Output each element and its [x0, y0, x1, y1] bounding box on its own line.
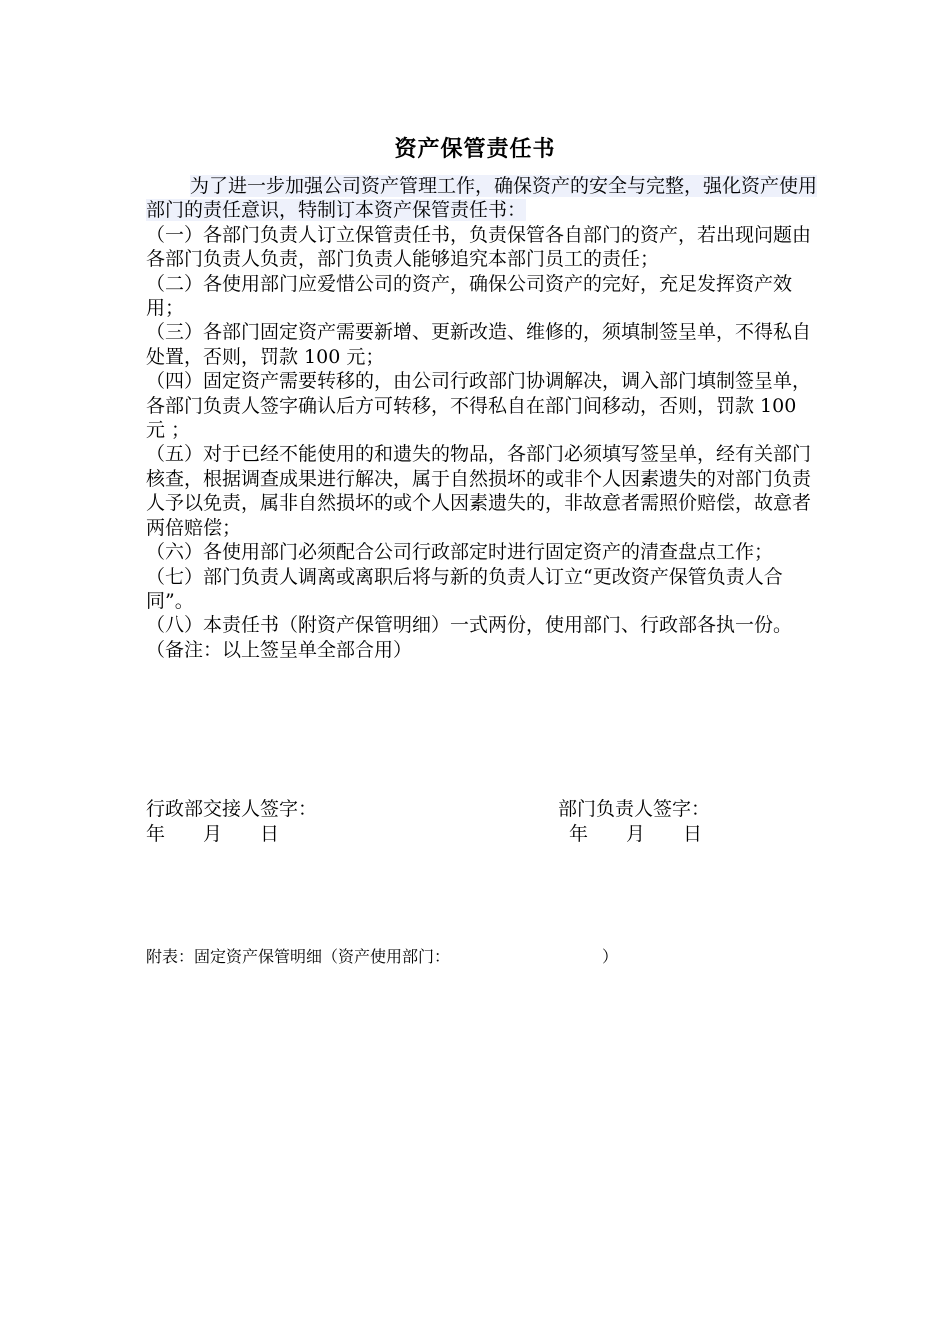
clause-1: （一）各部门负责人订立保管责任书，负责保管各自部门的资产，若出现问题由各部门负责人负责，部门负责人能够追究本部门员工的责任； — [146, 223, 812, 271]
dept-signature-label: 部门负责人签字： — [558, 798, 711, 820]
document-body — [146, 174, 818, 662]
remark-note: （备注：以上签呈单全部合用） — [146, 638, 413, 661]
document-title: 资产保管责任书 — [394, 136, 556, 162]
admin-signature-date: 年 月 日 — [146, 823, 280, 845]
dept-signature-date: 年 月 日 — [569, 823, 703, 845]
clause-3: （三）各部门固定资产需要新增、更新改造、维修的，须填制签呈单，不得私自处置，否则，罚款 100 元； — [146, 321, 812, 368]
clause-7: （七）部门负责人调离或离职后将与新的负责人订立“更改资产保管负责人合同”。 — [146, 565, 783, 612]
intro-text: 为了进一步加强公司资产管理工作，确保资产的安全与完整，强化资产使用部门的责任意识，特制订本资产保管责任书： — [146, 175, 818, 222]
clause-2: （二）各使用部门应爱惜公司的资产，确保公司资产的完好，充足发挥资产效用； — [146, 272, 793, 320]
clause-6: （六）各使用部门必须配合公司行政部定时进行固定资产的清查盘点工作； — [146, 541, 774, 564]
clause-4: （四）固定资产需要转移的，由公司行政部门协调解决，调入部门填制签呈单，各部门负责人签字确认后方可转移，不得私自在部门间移动，否则，罚款 100 元 ； — [146, 370, 812, 442]
appendix-caption: 附表：固定资产保管明细（资产使用部门： ） — [146, 947, 619, 966]
clause-5: （五）对于已经不能使用的和遗失的物品，各部门必须填写签呈单，经有关部门核查，根据调查成果进行解决，属于自然损坏的或非个人因素遗失的对部门负责人予以免责，属非自然损坏的或个人因素遗失的，非故意者需照价赔偿，故意者两倍赔偿； — [146, 443, 812, 539]
admin-signature-label: 行政部交接人签字： — [146, 798, 318, 820]
intro-paragraph — [146, 174, 818, 223]
clause-8: （八）本责任书（附资产保管明细）一式两份，使用部门、行政部各执一份。 — [146, 614, 793, 637]
